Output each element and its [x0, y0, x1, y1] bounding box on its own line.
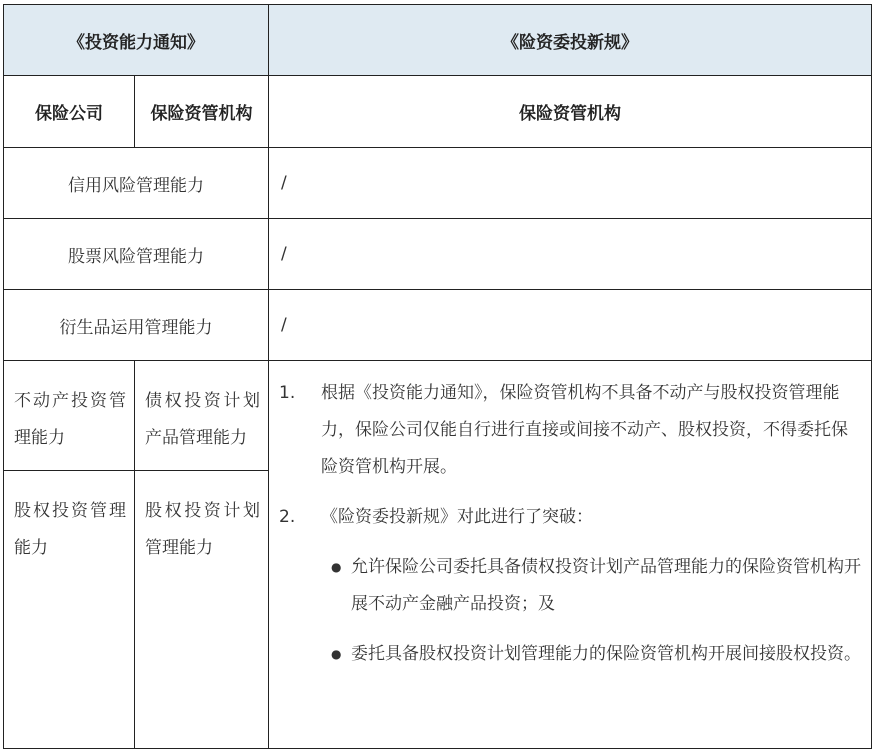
bullet-item: [331, 636, 861, 673]
row-value-derivatives: /: [269, 290, 872, 361]
list-number: 2.: [279, 507, 296, 527]
comparison-table: [3, 4, 872, 749]
bullet-text: 委托具备股权投资计划管理能力的保险资管机构开展间接股权投资。: [351, 644, 861, 664]
row-value-stock-risk: /: [269, 219, 872, 290]
bullet-dot-icon: ●: [331, 647, 342, 661]
list-item: [279, 499, 861, 536]
explanation-cell: [269, 361, 872, 749]
list-item-text: 根据《投资能力通知》，保险资管机构不具备不动产与股权投资管理能力，保险公司仅能自行进行直接或间接不动产、股权投资，不得委托保险资管机构开展。: [321, 383, 848, 477]
bullet-item: [331, 549, 861, 623]
equity-capability-company: 股权投资管理能力: [4, 471, 135, 749]
subheader-asset-manager: 保险资管机构: [135, 76, 269, 148]
header-new-entrustment-rules: 《险资委投新规》: [269, 5, 872, 76]
row-label-stock-risk: 股票风险管理能力: [4, 219, 269, 290]
row-label-derivatives: 衍生品运用管理能力: [4, 290, 269, 361]
real-estate-capability-company: 不动产投资管理能力: [4, 361, 135, 471]
bullet-text: 允许保险公司委托具备债权投资计划产品管理能力的保险资管机构开展不动产金融产品投资；及: [351, 557, 861, 614]
header-investment-capability-notice: 《投资能力通知》: [4, 5, 269, 76]
list-number: 1.: [279, 383, 296, 403]
list-item-text: 《险资委投新规》对此进行了突破：: [321, 507, 593, 527]
row-label-credit-risk: 信用风险管理能力: [4, 148, 269, 219]
subheader-insurance-company: 保险公司: [4, 76, 135, 148]
row-value-credit-risk: /: [269, 148, 872, 219]
bullet-dot-icon: ●: [331, 560, 342, 574]
subheader-asset-manager-right: 保险资管机构: [269, 76, 872, 148]
real-estate-capability-asset-manager: 债权投资计划产品管理能力: [135, 361, 269, 471]
list-item: [279, 375, 861, 486]
equity-capability-asset-manager: 股权投资计划管理能力: [135, 471, 269, 749]
